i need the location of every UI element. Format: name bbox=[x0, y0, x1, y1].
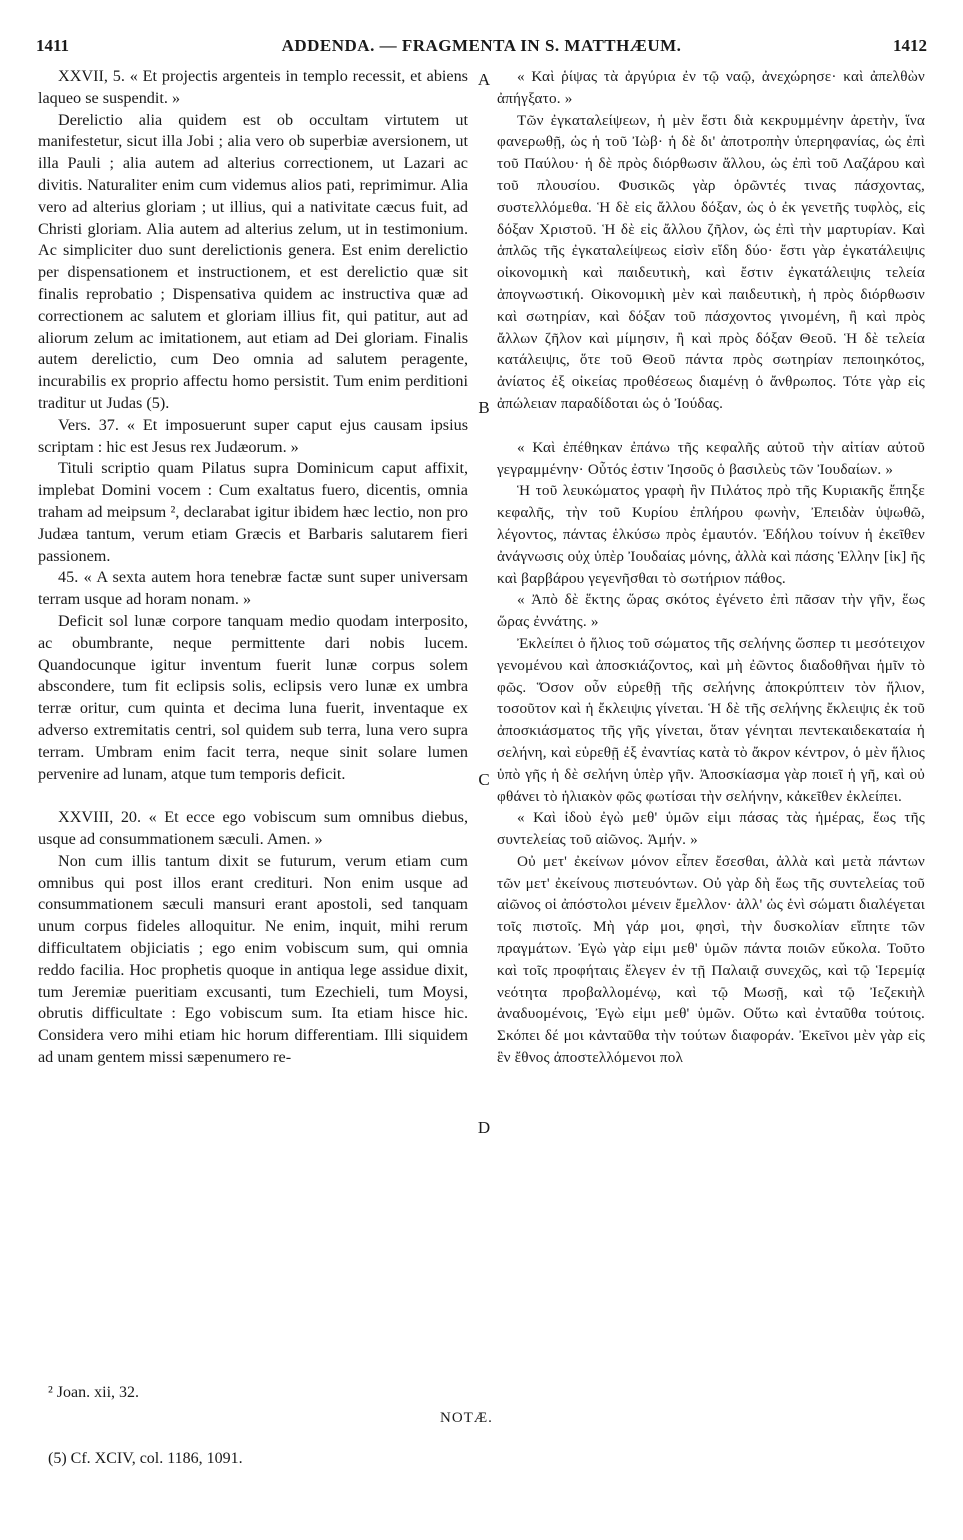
latin-verse-28-20: XXVIII, 20. « Et ecce ego vobiscum sum omnibus diebus, usque ad consummationem sæculi. Amen. » bbox=[38, 808, 468, 849]
latin-commentary-vobiscum: Non cum illis tantum dixit se futurum, verum etiam cum omnibus qui post illos erant credituri. Non enim usque ad consummationem sæculi mansuri erant apostoli, sed tanquam unum corpus fideles alloquitur. Ne enim, inquit, mihi rerum difficultatem objiciatis ; ego enim vobiscum sum, qui omnia reddo facilia. Hoc prophetis quoque in antiqua lege assidue dixit, tum Jeremiæ pueritiam excusanti, tum Ezechieli, tum Moysi, obrutis difficultate : Ego vobiscum sum. Ita etiam hisce hic. Considera vero mihi etiam hic horum differentiam. Illi siquidem ad unam gentem missi sæpenumero re- bbox=[38, 851, 468, 1067]
greek-commentary-tituli: Ἡ τοῦ λευκώματος γραφὴ ἣν Πιλάτος πρὸ τῆς Κυριακῆς ἔπηξε κεφαλῆς, τὴν τοῦ Κυρίου ἐπλήρου φωνὴν, Ἐπειδὰν ὑψωθῶ, λέγοντος, πάντας ἑλκύσω πρὸς ἐμαυτόν. Ἐδήλου τοίνυν ἡ ἐκεῖθεν ἀνάγνωσις οὐχ ὑπὲρ Ἰουδαίας μόνης, ἀλλὰ καὶ πάσης Ἑλλην [ἰκ] ῆς καὶ βαρβάρου γεγενῆσθαι τὸ σωτήριον πάθος. bbox=[497, 482, 925, 587]
running-title: ADDENDA. — FRAGMENTA IN S. MATTHÆUM. bbox=[281, 36, 682, 55]
latin-verse-37: Vers. 37. « Et imposuerunt super caput ejus causam ipsius scriptam : hic est Jesus rex Judæorum. » bbox=[38, 415, 468, 456]
greek-commentary-vobiscum: Οὐ μετ' ἐκείνων μόνον εἶπεν ἔσεσθαι, ἀλλὰ καὶ μετὰ πάντων τῶν μετ' ἐκείνους πιστευόντων. Οὐ γὰρ δὴ ἕως τῆς συντελείας τοῦ αἰῶνος οἱ ἀπόστολοι μένειν ἔμελλον· ἀλλ' ὡς ἑνὶ σώματι διαλέγεται τοῖς πιστοῖς. Μὴ γάρ μοι, φησὶ, τὴν δυσκολίαν εἴπητε τῶν πραγμάτων. Ἐγὼ γὰρ εἰμι μεθ' ὑμῶν πάντα ποιῶν εὔκολα. Τοῦτο καὶ τοῖς προφήταις ἔλεγεν ἐν τῇ Παλαιᾷ συνεχῶς, καὶ τῷ Ἱερεμίᾳ νεότητα προβαλλομένῳ, καὶ τῷ Μωσῇ, καὶ τῷ Ἰεζεκιὴλ ἀναδυομένοις, Ἐγὼ εἰμι μεθ' ὑμῶν. Οὕτω καὶ ἐνταῦθα τούτοις. Σκόπει δέ μοι κἀνταῦθα τὴν τούτων διαφοράν. Ἐκεῖνοι μὲν γὰρ εἰς ἓν ἔθνος ἀποστελλόμενοι πολ bbox=[497, 852, 925, 1067]
latin-commentary-tituli: Tituli scriptio quam Pilatus supra Dominicum caput affixit, implebat Domini vocem : Cum exaltatus fuero, dicentis, omnia traham ad meipsum ², declarabat igitur ibidem hæc lectio, non pro Judæa tantum, verum etiam Græcis et Barbaris salutarem fieri passionem. bbox=[38, 459, 468, 565]
margin-letter-b: B bbox=[478, 398, 490, 417]
page-header bbox=[36, 36, 927, 62]
greek-verse-28-20: « Καὶ ἰδοὺ ἐγὼ μεθ' ὑμῶν εἰμι πάσας τὰς ἡμέρας, ἕως τῆς συντελείας τοῦ αἰῶνος. Ἀμήν. » bbox=[497, 809, 925, 849]
latin-commentary-derelictio: Derelictio alia quidem est ob occultam virtutem ut manifestetur, sicut illa Jobi ; alia vero ob superbiæ aversionem, ut illa Pauli ; alia autem ad alterius correctionem, ut Lazari ac divitis. Naturaliter enim cum videmus alios pati, reprimimur. Alia vero ad alterius gloriam ; ut illius, qui a nativitate cæcus fuit, ad Christi gloriam. Alia autem ad alterius zelum, ut in testimonium. Ac simpliciter duo sunt derelictionis genera. Est enim derelictio per dispensationem et instructionem, et est derelictio quæ sit finalis reprobatio ; Dispensativa quidem ac instructiva quæ ad correctionem ac salutem et gloriam illius fit, qui patitur, aut ad aliorum zelum ac imitationem, aut etiam ad Dei gloriam. Finalis autem derelictio, cum Deo omnia ad salutem peragente, incurabilis ex proprio affectu homo persistit. Tum enim perditioni traditur ut Judas (5). bbox=[38, 110, 468, 412]
latin-column bbox=[38, 66, 468, 1069]
latin-commentary-eclipse: Deficit sol lunæ corpore tanquam medio quodam interposito, ac obumbrante, neque permittente dari nobis lucem. Quandocunque igitur inventum fuerit lunæ corpus solem abscondere, tum fit eclipsis solis, eclipsis vero lunæ ex umbra terræ oritur, cum quinta et decima luna fuerit, inventaque ex adverso extremitatis centri, sol quidem sub terra, luna vero supra terram. Umbram enim facit terra, neque sinit solare lumen pervenire ad lunam, atque tum temporis deficit. bbox=[38, 611, 468, 783]
notae-heading: NOTÆ. bbox=[440, 1410, 493, 1426]
page-number-left: 1411 bbox=[36, 36, 70, 55]
margin-letter-a: A bbox=[477, 70, 491, 89]
footnote-2: ² Joan. xii, 32. bbox=[48, 1384, 140, 1401]
margin-letter-c: C bbox=[478, 770, 490, 789]
margin-letter-d: D bbox=[477, 1118, 491, 1137]
greek-verse-27-5: « Καὶ ῥίψας τὰ ἀργύρια ἐν τῷ ναῷ, ἀνεχώρησε· καὶ ἀπελθὼν ἀπήγξατο. » bbox=[497, 68, 925, 107]
greek-commentary-derelictio: Τῶν ἐγκαταλείψεων, ἡ μὲν ἔστι διὰ κεκρυμμένην ἀρετὴν, ἵνα φανερωθῇ, ὡς ἡ τοῦ Ἰὼβ· ἡ δὲ δι' ἀποτροπὴν ὑπερηφανίας, ὡς ἐπὶ τοῦ Παύλου· ἡ δὲ πρὸς διόρθωσιν ἄλλου, ὡς ἐπὶ τοῦ Λαζάρου καὶ τοῦ πλουσίου. Φυσικῶς γὰρ ὁρῶντές τινας πάσχοντας, συστελλόμεθα. Ἡ δὲ εἰς ἄλλου δόξαν, ὡς ὁ ἐκ γενετῆς τυφλὸς, εἰς δόξαν Χριστοῦ. Ἡ δὲ εἰς ἄλλου ζῆλον, ὡς ἐπὶ τὴν μαρτυρίαν. Καὶ ἁπλῶς τῆς ἐγκαταλείψεως εἰσὶν εἴδη δύο· ἔστι γὰρ ἐγκατάλειψις οἰκονομικὴ καὶ παιδευτικὴ, καὶ ἔστιν ἐγκατάλειψις τελεία ἀπογνωστική. Οἰκονομικὴ μὲν καὶ παιδευτικὴ, ἡ πρὸς διόρθωσιν καὶ σωτηρίαν, καὶ δόξαν τοῦ πάσχοντος γινομένη, ἢ καὶ πρὸς ἄλλων ζῆλον καὶ μίμησιν, ἢ καὶ πρὸς δόξαν Θεοῦ. Ἡ δὲ τελεία κατάλειψις, ὅτε τοῦ Θεοῦ πάντα πρὸς σωτηρίαν πεποιηκότος, ἀνίατος ἐξ οἰκείας προθέσεως διαμένῃ ὁ ἄνθρωπος. Τότε γὰρ εἰς ἀπώλειαν παραδίδοται ὡς ὁ Ἰούδας. bbox=[497, 111, 925, 412]
greek-column bbox=[497, 66, 925, 1069]
greek-commentary-eclipse: Ἐκλείπει ὁ ἥλιος τοῦ σώματος τῆς σελήνης ὥσπερ τι μεσότειχον γενομένου καὶ ἀποσκιάζοντος, καὶ μὴ ἐῶντος διαδοθῆναι ἡμῖν τὸ φῶς. Ὅσον οὖν εὑρεθῇ τῆς σελήνης ἀποκρύπτειν τὸν ἥλιον, τοσοῦτον καὶ ἡ ἔκλειψις γίνεται. Ἡ δὲ τῆς σελήνης ἔκλειψις ἐκ τοῦ ἀποσκιάσματος τῆς γῆς γίνεται, ὅταν γένηται πεντεκαιδεκαταία ἡ σελήνη, καὶ εὑρεθῇ ἐξ ἐναντίας κατὰ τὸ ἄκρον κέντρον, ὁ μὲν ἥλιος ὑπὸ γῆς ἡ δὲ σελήνη ὑπὲρ γῆν. Ἀποσκίασμα γὰρ ποιεῖ ἡ γῆ, καὶ οὐ φθάνει τὸ ἡλιακὸν φῶς φωτίσαι τὴν σελήνην, κἀκεῖθεν ἐκλείπει. bbox=[497, 634, 925, 805]
latin-verse-27-5: XXVII, 5. « Et projectis argenteis in templo recessit, et abiens laqueo se suspendit. » bbox=[38, 67, 468, 107]
greek-verse-37: « Καὶ ἐπέθηκαν ἐπάνω τῆς κεφαλῆς αὐτοῦ τὴν αἰτίαν αὐτοῦ γεγραμμένην· Οὗτός ἐστιν Ἰησοῦς ὁ βασιλεὺς τῶν Ἰουδαίων. » bbox=[497, 438, 925, 478]
greek-verse-45: « Ἀπὸ δὲ ἕκτης ὥρας σκότος ἐγένετο ἐπὶ πᾶσαν τὴν γῆν, ἕως ὥρας ἐννάτης. » bbox=[497, 591, 925, 631]
footnote-5: (5) Cf. XCIV, col. 1186, 1091. bbox=[48, 1450, 243, 1467]
page-number-right: 1412 bbox=[893, 36, 927, 55]
latin-verse-45: 45. « A sexta autem hora tenebræ factæ sunt super universam terram usque ad horam nonam. » bbox=[38, 568, 468, 609]
